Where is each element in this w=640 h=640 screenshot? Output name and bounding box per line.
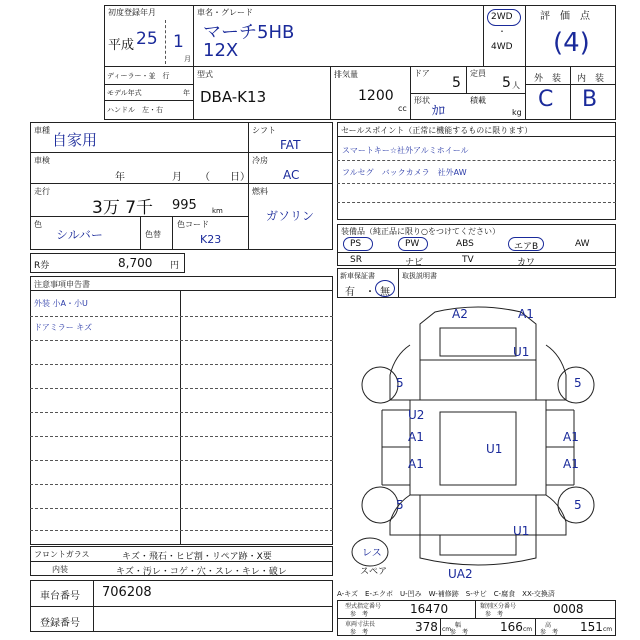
- sales-points-title: セールスポイント（正常に機能するものに限ります）: [341, 126, 533, 135]
- mark-a2-front: A2: [452, 307, 468, 321]
- capacity-unit: 人: [512, 81, 520, 90]
- registration-label: 登録番号: [40, 618, 80, 629]
- shape: ｶﾛ: [432, 104, 445, 119]
- mark-a1-left-2: A1: [408, 457, 424, 471]
- inspection-month: 月: [172, 172, 182, 183]
- score-label: 評 価 点: [540, 11, 590, 22]
- front-glass-label: フロントガラス: [34, 550, 90, 559]
- spec-l1: 型式指定番号: [345, 603, 382, 610]
- equip-aw: AW: [575, 239, 590, 249]
- fuel: ガソリン: [266, 209, 315, 223]
- car-name: マーチ5HB: [203, 22, 295, 43]
- load-label: 積載: [470, 96, 486, 105]
- chassis-value: 706208: [102, 585, 152, 600]
- spec-ref3: 参 考: [350, 629, 369, 636]
- chassis-label: 車台番号: [40, 591, 80, 602]
- legend: A-キズ E-エクボ U-凹み W-補修跡 S-サビ C-腐食 XX-交換済: [337, 590, 555, 598]
- notes-line-1: 外装 小A・小U: [34, 299, 88, 308]
- sales-line-2: フルセグ バックカメラ 社外AW: [342, 168, 467, 177]
- drive-2wd: 2WD: [491, 12, 513, 22]
- model-year-unit: 年: [183, 89, 190, 97]
- manual-label: 取扱説明書: [402, 272, 437, 280]
- doors: 5: [452, 75, 461, 91]
- type-label: 型式: [197, 70, 213, 79]
- mark-u1-hood: U1: [513, 345, 530, 359]
- mark-5-fr: 5: [574, 376, 582, 390]
- spec-ref2: 参 考: [485, 611, 504, 618]
- equip-tv: TV: [462, 255, 474, 265]
- interior-row-options: キズ・汚レ・コゲ・穴・スレ・キレ・破レ: [116, 567, 287, 577]
- notes-line-2: ドアミラー キズ: [34, 323, 93, 332]
- displacement: 1200: [358, 88, 394, 104]
- reg-month: 1: [173, 32, 184, 52]
- equipment-title: 装備品（純正品に限り○をつけてください）: [341, 227, 500, 236]
- equip-leather: カワ: [517, 258, 536, 268]
- load-unit: kg: [512, 108, 522, 117]
- car-name-label: 車名・グレード: [197, 8, 253, 17]
- recycle-amount: 8,700: [118, 256, 153, 270]
- usage: 自家用: [52, 131, 98, 149]
- era: 平成: [108, 38, 135, 53]
- inspection-year: 年: [115, 172, 125, 183]
- spec-l5: 高: [545, 622, 552, 629]
- type-value: DBA-K13: [200, 88, 267, 106]
- handle-label: ハンドル 左・右: [107, 106, 163, 114]
- shift: FAT: [280, 138, 301, 152]
- front-glass-options: キズ・飛石・ヒビ割・リペア跡・X要: [122, 552, 272, 562]
- mark-a1-left-1: A1: [408, 430, 424, 444]
- spec-l2: 類別区分番号: [480, 603, 517, 610]
- grade: 12X: [203, 40, 239, 61]
- equip-pw: PW: [405, 239, 420, 249]
- spec-v5: 151: [580, 620, 603, 634]
- equip-navi: ナビ: [405, 258, 424, 268]
- color-code: K23: [200, 233, 222, 246]
- equip-abs: ABS: [456, 239, 474, 249]
- mark-u1-rear: U1: [513, 524, 530, 538]
- first-reg-label: 初度登録年月: [108, 8, 156, 17]
- equip-airbag: エアB: [514, 242, 539, 252]
- mark-a1-front: A1: [518, 307, 534, 321]
- equip-ps: PS: [350, 239, 362, 249]
- mark-a1-right-1: A1: [563, 430, 579, 444]
- color-code-label: 色コード: [177, 220, 209, 229]
- exterior-grade: C: [538, 87, 554, 112]
- ac-label: 冷房: [252, 156, 268, 165]
- spec-l4: 幅: [455, 622, 462, 629]
- spec-ref4: 参 考: [450, 629, 469, 636]
- spare-circled: レス: [362, 548, 382, 559]
- spec-unit3: cm: [442, 626, 452, 633]
- inspection-day: （ 日）: [200, 172, 250, 183]
- equip-sr: SR: [350, 255, 362, 265]
- notes-title: 注意事項申告書: [34, 280, 90, 289]
- spec-ref5: 参 考: [540, 629, 559, 636]
- sales-line-1: スマートキー☆社外アルミホイール: [342, 146, 469, 155]
- exterior-label: 外 装: [534, 74, 562, 84]
- mark-5-fl: 5: [396, 376, 404, 390]
- model-year-label: モデル年式: [107, 89, 142, 97]
- mark-5-rl: 5: [396, 498, 404, 512]
- displacement-label: 排気量: [334, 70, 358, 79]
- door-label: ドア: [414, 69, 430, 78]
- drive-4wd: 4WD: [491, 42, 513, 52]
- spec-unit4: cm: [523, 626, 533, 633]
- spare-label: スペア: [360, 567, 388, 577]
- mark-ua2-rear: UA2: [448, 567, 473, 581]
- interior-label: 内 装: [577, 74, 605, 84]
- interior-grade: B: [582, 87, 598, 112]
- mileage-rest: 995: [172, 198, 197, 213]
- mileage-label: 走行: [34, 187, 50, 196]
- fuel-label: 燃料: [252, 187, 268, 196]
- spec-v3: 378: [415, 620, 438, 634]
- spec-ref1: 参 考: [350, 611, 369, 618]
- recycle-frame: [30, 253, 185, 273]
- capacity-label: 定員: [470, 69, 486, 78]
- mark-a1-right-2: A1: [563, 457, 579, 471]
- reg-year: 25: [136, 29, 158, 49]
- spec-l3: 車両寸法長: [345, 621, 376, 628]
- recycle-unit: 円: [170, 261, 180, 271]
- mileage-unit: km: [212, 207, 223, 215]
- spec-v1: 16470: [410, 602, 449, 616]
- score: (4): [553, 28, 590, 58]
- ac: AC: [283, 168, 300, 182]
- color-swap-label: 色替: [145, 230, 161, 239]
- spec-unit5: cm: [603, 626, 613, 633]
- interior-row-label: 内装: [52, 565, 68, 574]
- spec-v4: 166: [500, 620, 523, 634]
- warranty-none: 無: [380, 287, 390, 298]
- shape-label: 形状: [414, 96, 430, 105]
- mark-5-rr: 5: [574, 498, 582, 512]
- color-label: 色: [34, 220, 42, 229]
- spec-v2: 0008: [553, 602, 584, 616]
- warranty-label: 新車保証書: [340, 272, 375, 280]
- capacity: 5: [502, 75, 511, 91]
- displacement-unit: cc: [398, 104, 407, 113]
- mileage-main: 3万 7千: [92, 198, 154, 218]
- dealer-label: ディーラー・並 行: [107, 72, 170, 80]
- warranty-value: 有 ・: [345, 287, 375, 298]
- drive-dot: ・: [498, 27, 506, 36]
- inspection-label: 車検: [34, 156, 50, 165]
- mark-u1-roof: U1: [486, 442, 503, 456]
- usage-label: 車種: [34, 126, 50, 135]
- shift-label: シフト: [252, 126, 276, 135]
- color: シルバー: [56, 228, 103, 242]
- mark-u2-left: U2: [408, 408, 425, 422]
- recycle-label: R券: [34, 261, 50, 271]
- reg-month-unit: 月: [184, 55, 191, 63]
